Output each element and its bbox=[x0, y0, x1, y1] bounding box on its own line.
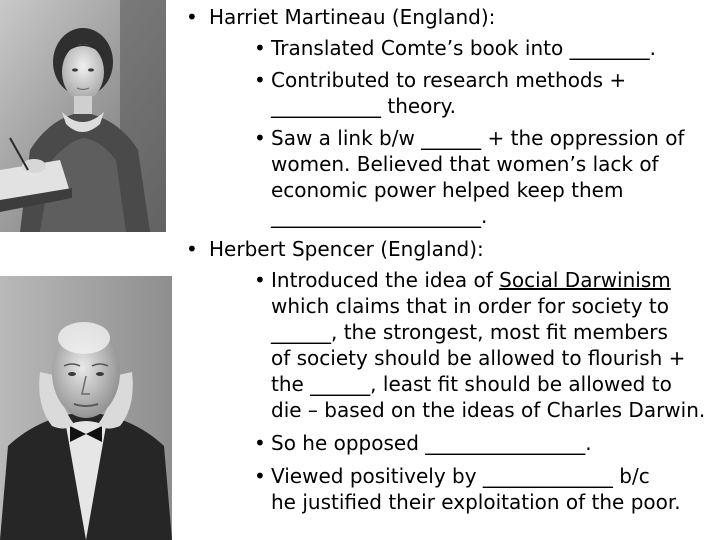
bullet-martineau-item-3: • bbox=[254, 126, 266, 150]
spencer-item-3-line-1: Viewed positively by _____________ b/c bbox=[271, 464, 650, 488]
spencer-item-1-line-3: ______, the strongest, most fit members bbox=[271, 320, 668, 344]
spencer-item-2-line-1: So he opposed ________________. bbox=[271, 431, 592, 455]
bullet-martineau-item-1: • bbox=[254, 36, 266, 60]
martineau-item-2-line-1: Contributed to research methods + bbox=[271, 68, 627, 92]
martineau-item-2-line-2: ___________ theory. bbox=[271, 94, 456, 118]
spencer-item-1-line-2: which claims that in order for society to bbox=[271, 294, 669, 318]
martineau-portrait bbox=[0, 0, 166, 232]
spencer-item-1-prefix: Introduced the idea of bbox=[271, 268, 500, 292]
martineau-item-3-line-4: _____________________. bbox=[271, 204, 488, 228]
social-darwinism-term: Social Darwinism bbox=[499, 268, 671, 292]
spencer-item-1-line-4: of society should be allowed to flourish + bbox=[271, 346, 686, 370]
martineau-item-3-line-1: Saw a link b/w ______ + the oppression of bbox=[271, 126, 685, 150]
martineau-item-3-line-2: women. Believed that women’s lack of bbox=[271, 152, 659, 176]
spencer-item-1-line-6: die – based on the ideas of Charles Darwin. bbox=[271, 398, 706, 422]
spencer-item-1-line-5: the ______, least fit should be allowed to bbox=[271, 372, 672, 396]
spencer-item-3-line-2: he justified their exploitation of the poor. bbox=[271, 490, 681, 514]
spencer-heading: Herbert Spencer (England): bbox=[209, 237, 484, 261]
spencer-item-1-line-1 bbox=[271, 267, 671, 293]
martineau-item-1-line-1: Translated Comte’s book into ________. bbox=[271, 36, 656, 60]
martineau-item-3-line-3: economic power helped keep them bbox=[271, 178, 624, 202]
bullet-martineau: • bbox=[186, 5, 198, 29]
bullet-spencer-item-1: • bbox=[254, 268, 266, 292]
bullet-spencer-item-3: • bbox=[254, 464, 266, 488]
bullet-spencer-item-2: • bbox=[254, 431, 266, 455]
bullet-martineau-item-2: • bbox=[254, 68, 266, 92]
bullet-spencer: • bbox=[186, 237, 198, 261]
martineau-heading: Harriet Martineau (England): bbox=[209, 5, 496, 29]
spencer-portrait bbox=[0, 276, 172, 540]
